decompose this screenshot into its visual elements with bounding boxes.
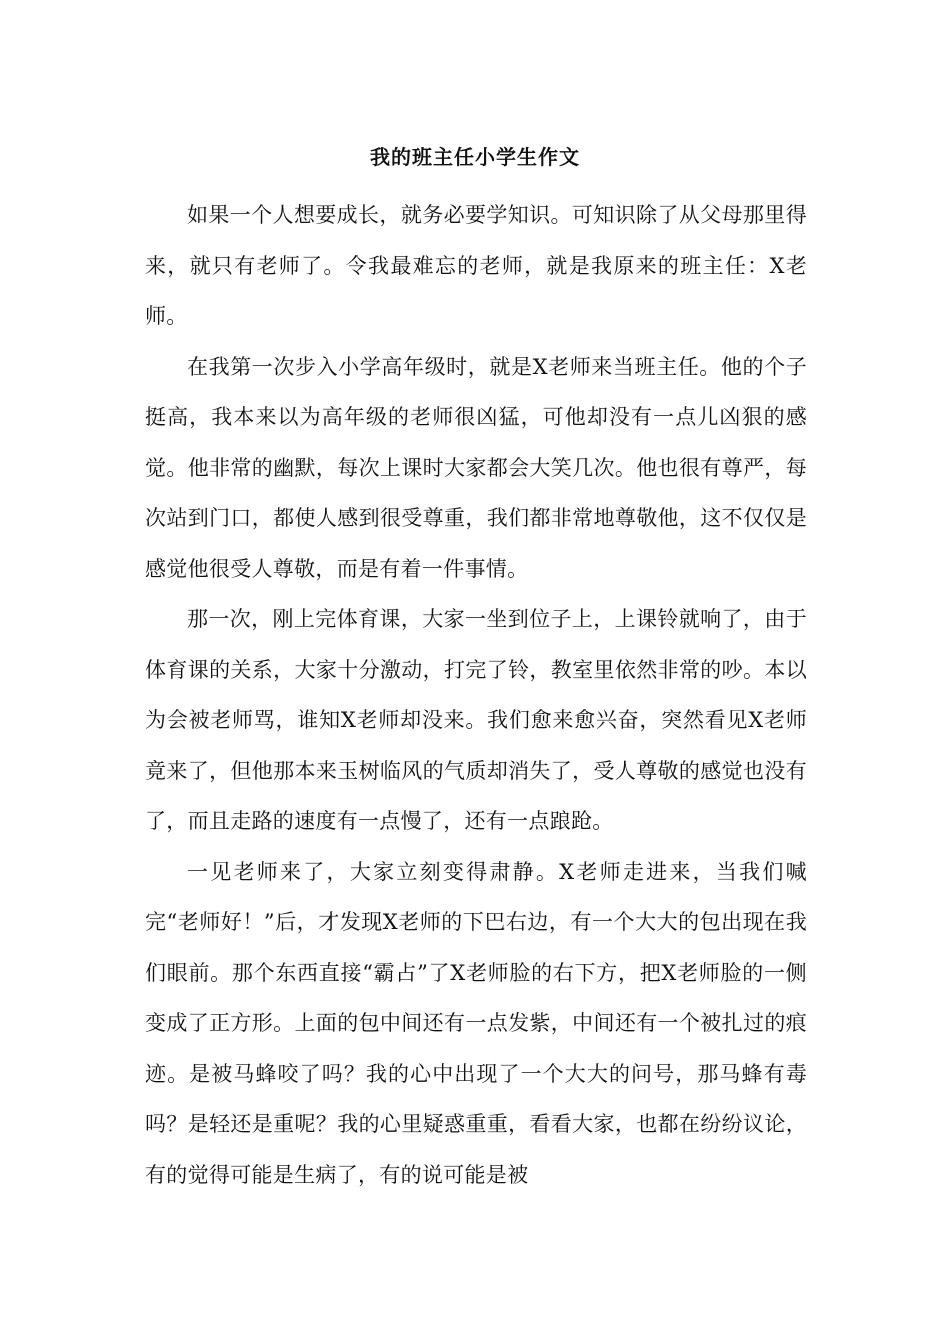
paragraph: 一见老师来了，大家立刻变得肃静。X老师走进来，当我们喊完“老师好！”后，才发现X老师的下巴右边，有一个大大的包出现在我们眼前。那个东西直接“霸占”了X老师脸的右下方，把X老师脸的一侧变成了正方形。上面的包中间还有一点发紫，中间还有一个被扎过的痕迹。是被马蜂咬了吗？我的心中出现了一个大大的问号，那马蜂有毒吗？是轻还是重呢？我的心里疑惑重重，看看大家，也都在纷纷议论，有的觉得可能是生病了，有的说可能是被 <box>145 859 807 1187</box>
document-body <box>145 190 807 1200</box>
paragraph: 在我第一次步入小学高年级时，就是X老师来当班主任。他的个子挺高，我本来以为高年级的老师很凶猛，可他却没有一点儿凶狠的感觉。他非常的幽默，每次上课时大家都会大笑几次。他也很有尊严，每次站到门口，都使人感到很受尊重，我们都非常地尊敬他，这不仅仅是感觉他很受人尊敬，而是有着一件事情。 <box>145 354 807 581</box>
document-title: 我的班主任小学生作文 <box>370 145 580 169</box>
paragraph: 那一次，刚上完体育课，大家一坐到位子上，上课铃就响了，由于体育课的关系，大家十分激动，打完了铃，教室里依然非常的吵。本以为会被老师骂，谁知X老师却没来。我们愈来愈兴奋，突然看见X老师竟来了，但他那本来玉树临风的气质却消失了，受人尊敬的感觉也没有了，而且走路的速度有一点慢了，还有一点踉跄。 <box>145 607 807 833</box>
paragraph: 如果一个人想要成长，就务必要学知识。可知识除了从父母那里得来，就只有老师了。令我最难忘的老师，就是我原来的班主任：X老师。 <box>145 203 807 328</box>
